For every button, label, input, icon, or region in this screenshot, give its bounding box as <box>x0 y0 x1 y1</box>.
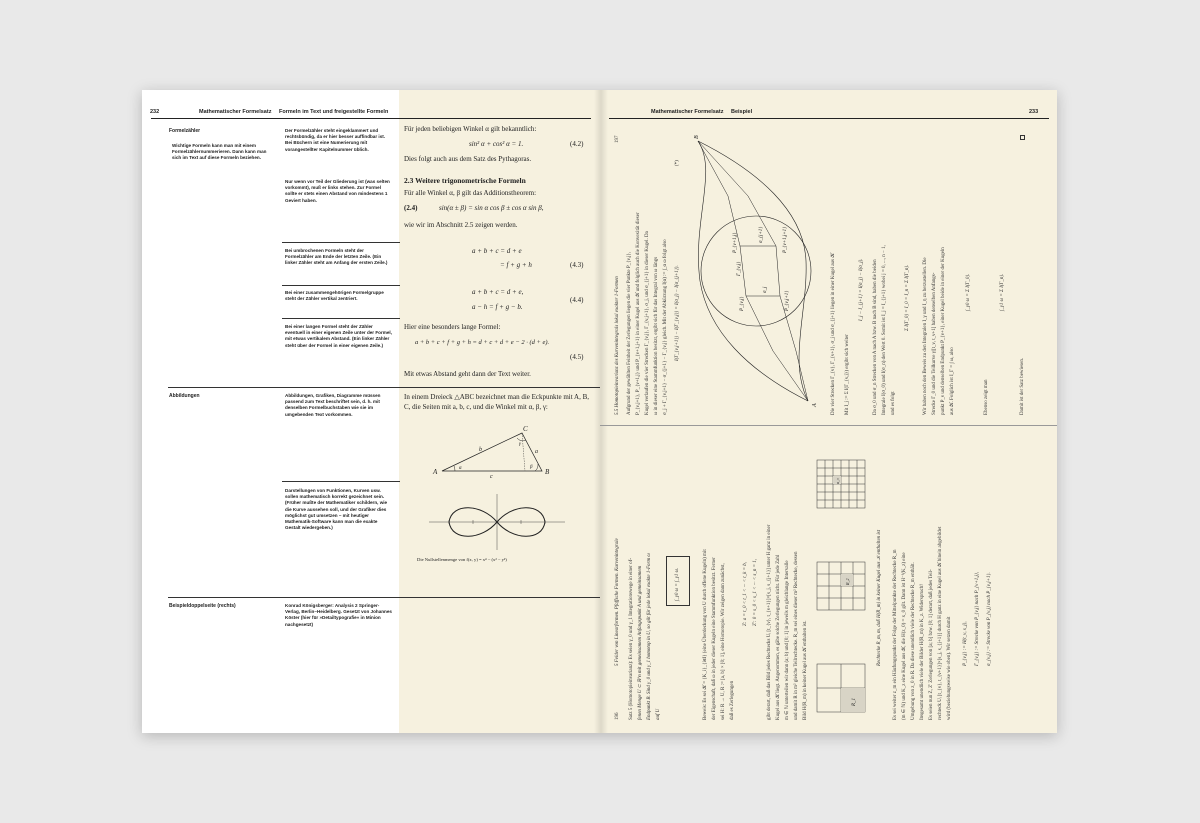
text-line: Damit ist der Satz bewiesen. <box>1020 357 1025 415</box>
body-paragraph: Hier eine besonders lange Formel: <box>404 323 501 331</box>
text-line: aus 𝒦. Folglich ist I_Γ = ∫ ω, also <box>950 347 955 415</box>
divider <box>282 285 400 286</box>
diagram-label: A <box>812 403 818 407</box>
note-beispiel: Konrad Königsberger: Analysis 2 Springer-Verlag, Berlin–Heidelberg. Gesetzt von Johannes Köster (hier für »Detailtypografie« in Minion nachgesetzt) <box>285 603 392 627</box>
section-label-formelzaehler: Formelzähler <box>169 128 201 134</box>
note-formelzaehler-4: Bei einer zusammengehörigen Formelgruppe steht der Zähler vertikal zentriert. <box>285 290 384 302</box>
polygon-path-upper <box>698 141 808 401</box>
text-line: Es sei weiter z_m ein Häufungspunkt der Folge der Mittelpunkte der Rechtecke R_m <box>893 549 898 720</box>
text-line: rechteck Uᵢ [t_{ν}, t_{ν+1}]×[s_j, s_{j+1}] durch H ganz in eine Kugel aus 𝒦 hinein abgebildet <box>938 526 943 720</box>
vertex-label-b: B <box>545 468 550 476</box>
text-line: P_{ν,j+1}, P_{ν+1,j} und P_{ν+1,j+1} in einer Kugel aus 𝒦 und folglich auch die Konvexität dieser <box>636 212 641 415</box>
lemniscate-figure <box>427 492 567 552</box>
body-paragraph: wie wir im Abschnitt 2.5 zeigen werden. <box>404 221 518 229</box>
triangle-figure <box>427 423 567 478</box>
polygon-path-lower <box>698 141 808 401</box>
divider <box>282 242 400 243</box>
text-line: Die vier Strecken Γ_{ν}, Γ_{ν+1}, σ_j und σ_{j+1} liegen in einer Kugel aus 𝒦 <box>831 253 836 415</box>
divider <box>282 481 400 482</box>
body-paragraph: Für jeden beliebigen Winkel α gilt bekanntlich: <box>404 125 537 133</box>
equation-star: (*) <box>675 160 680 166</box>
text-line: Bild H(R_m) in keiner Kugel aus 𝒦 enthalten ist. <box>803 620 808 720</box>
divider <box>282 318 400 319</box>
qed-square-icon <box>1020 135 1025 140</box>
diagram-label: Γ_{ν,j} <box>737 261 742 276</box>
text-line: ω in dieser eine Stammfunktion besitzt, ergibt sich für das Integral von ω längs <box>654 256 659 415</box>
text-line: auf U <box>656 708 661 720</box>
text-line: Ebenso zeigt man <box>984 379 989 415</box>
kugel-circle <box>701 216 811 326</box>
angle-label-alpha: α <box>459 466 462 471</box>
page-number-bottom: 196 <box>615 712 620 720</box>
equation-2-4: sin(α ± β) = sin α cos β ± cos α sin β, <box>439 204 544 212</box>
equation-4-3-line-2: = f + g + h <box>500 261 532 269</box>
box-equation-text: ∫_γ0 ω = ∫_γ1 ω. <box>675 567 680 601</box>
grid-label: R_1 <box>852 697 857 706</box>
equation-4-4-line-1: a + b + c = d + e, <box>472 288 524 296</box>
rectangle-grid-figure <box>813 430 871 720</box>
boxed-equation <box>666 556 690 606</box>
text-line: Aufgrund der gewählten Feinheit der Zerlegungen liegen die vier Punkte P_{ν,j}, <box>627 251 632 415</box>
body-paragraph: Dies folgt auch aus dem Satz des Pythagoras. <box>404 155 532 163</box>
note-formelzaehler-5: Bei einer langen Formel steht der Zähler eventuell in einer eigenen Zeile unter der Formel, mit etwas vertikalem Abstand. (Ein linker Zähler steht über der Formel in einer eigenen Zeile.) <box>285 324 392 348</box>
equation-line: I(Γ_{ν,j+1}) − I(Γ_{ν,j}) = I(σ_j) − I(σ_{j+1}). <box>675 265 680 361</box>
curve-gamma-1 <box>698 141 808 401</box>
side-label-b: b <box>479 447 482 453</box>
equation-number: (4.4) <box>570 296 584 304</box>
right-header-rule <box>609 118 1049 119</box>
left-header-rule <box>151 118 591 119</box>
text-line: Wir haben noch den Beweis zu den Integralen I_γ und I_η zu herzustellen. Die <box>923 257 928 415</box>
text-line: Satz 5 (Homotopieinvarianz): Es seien γ_0 und γ_1 Integrationswege in einer of- <box>629 557 634 720</box>
vertex-label-a: A <box>433 468 438 476</box>
diagram-label: P_{ν,j} <box>740 296 745 311</box>
diagram-label: σ_{j+1} <box>759 226 764 243</box>
text-line: Beweis: Es sei 𝒦 = {K_i}_{i∈I} (eine Überdeckung von U durch offene Kugeln) mit <box>703 549 708 720</box>
note-formelzaehler-1: Der Formelzähler steht eingeklammert und rechtsbündig, da er hier besser auffindbar ist. Bei Büchern ist eine Numerierung mit vorangestellter Kapitelnummer üblich. <box>285 128 386 152</box>
running-head-top: 5.5 Homotopieinvarianz des Kurvenintegrals lokal exakter 1-Formen <box>615 276 620 415</box>
section-heading: 2.3 Weitere trigonometrische Formeln <box>404 176 526 185</box>
text-line: Kugel aus 𝒦 liegt. Angenommen, es gäbe solche Zerlegungen nicht. Für jede Zahl <box>776 554 781 720</box>
figure-caption: Die Nullstellenmenge von f(x, y) = x⁴ − (x² − y²) <box>417 557 507 562</box>
text-line: Integrale I(σ_0) und I(σ_n) den Wert 0. Somit ist I_j = I_{j+1} wobei j = 0, ..., n − 1, <box>882 245 887 415</box>
text-line: Strecke Γ_0 und die Teilkurve γ|[t_ν, t_ν+1] haben denselben Anfangs- <box>932 272 937 415</box>
equation-number: (4.3) <box>570 261 584 269</box>
text-line: punkt P_ν und denselben Endpunkt P_{ν+1}, einer Kugel beide in einer der Kugeln <box>941 247 946 415</box>
page-divider <box>600 425 1057 426</box>
left-header-subtitle: Formeln im Text und freigestellte Formeln <box>279 109 389 115</box>
book-spread <box>142 90 1057 733</box>
section-rule <box>168 597 600 598</box>
text-line: Kugel verlaufen die vier Strecken Γ_{ν,j}, Γ_{ν,j+1}, σ_j, und σ_{j+1} in dieser Kugel. Da <box>645 231 650 415</box>
partition-equation: Z: a = t_0 < t_1 < ··· < t_k = b, <box>743 562 748 626</box>
text-line: Umgebung von z_0 in R. Da diese unendlich viele der Rechtecke R_m enthält. <box>911 562 916 720</box>
vertex-label-c: C <box>523 425 528 433</box>
equation-number: (2.4) <box>404 204 418 212</box>
left-header-title: Mathematischer Formelsatz <box>199 109 272 115</box>
note-formelzaehler-3: Bei umbrochenen Formeln steht der Formelzähler am Ende der letzten Zeile. (Ein linker Zähler steht am Anfang der ersten Zeile.) <box>285 248 388 266</box>
equation-line: I_j − I_{j+1} = I(σ_j) − I(σ_j). <box>859 258 864 321</box>
section-label-beispiel: Beispieldoppelseite (rechts) <box>169 603 236 609</box>
page-number-top: 197 <box>615 135 620 143</box>
definition-line: Γ_{ν,j} := Strecke von P_{ν,j} nach P_{ν+1,j}, <box>975 571 980 666</box>
equation-4-2: sin² α + cos² α = 1. <box>469 140 524 148</box>
left-page-number: 232 <box>150 109 160 115</box>
grid-label: R_3 <box>836 478 840 484</box>
definition-line: σ_{ν,j} := Strecke von P_{ν,j} nach P_{ν,j+1}. <box>987 572 992 666</box>
text-line: gibt derart, daß das Bild jedes Rechtecks Uᵢ [t_{ν}, t_{ν+1}]×[s_j, s_{j+1}] unter H ganz in einer <box>767 524 772 720</box>
text-line: der Eigenschaft, daß ω in jeder dieser Kugeln eine Stammfunktion besitzt. Ferner <box>712 557 717 720</box>
diagram-label: P_{ν+1,j} <box>733 232 738 253</box>
equation-4-3-line-1: a + b + c = d + e <box>472 247 522 255</box>
text-line: Mit I_j := Σ I(Γ_{ν,j}) ergibt sich weiter <box>845 334 850 415</box>
triangle-outline <box>442 433 542 471</box>
text-line: und es folgt <box>891 391 896 415</box>
angle-beta-arc <box>535 464 538 471</box>
rotated-page-top <box>608 125 1048 421</box>
grid-label: R_2 <box>845 578 850 585</box>
triangle-height <box>522 433 525 471</box>
equation-number: (4.5) <box>570 353 584 361</box>
equation-4-4-line-2: a − h = f + g − b. <box>472 303 523 311</box>
integral-equation: ∫_γ0 ω = Σ I(Γ_0). <box>966 273 971 311</box>
right-header-subtitle: Beispiel <box>731 109 753 115</box>
text-line: Endpunkt B. Sind γ_0 und γ_1 homotop in U, so gilt für jede lokal exakte 1-Form ω <box>647 553 652 720</box>
equation-4-5: a + b + c + f + g + h = d + c + d + e − 2 · (d + e). <box>415 339 550 346</box>
equation-number: (4.2) <box>570 140 584 148</box>
right-header-title: Mathematischer Formelsatz <box>651 109 724 115</box>
homotopy-diagram <box>688 131 823 411</box>
section-rule <box>168 387 600 388</box>
rotated-page-bottom <box>608 430 1048 726</box>
text-line: und damit R in m² gleiche Teilrechtecke. R_m sei eines dieser m² Rechtecke, dessen <box>794 551 799 720</box>
book-gutter-shadow <box>594 90 608 733</box>
text-line: (m ∈ ℕ) und K_z eine Kugel aus 𝒦, die H(z_0) = x_0 gilt. Dann ist H⁻¹(K_z) eine <box>902 552 907 720</box>
angle-label-beta: β <box>530 465 533 470</box>
note-abbildungen-1: Abbildungen, Grafiken, Diagramme müssen passend zum Text beschriftet sein, d. h. mit denselben Formelbuchstaben wie sie im umgebenden Text vorkommen. <box>285 393 381 417</box>
angle-alpha-arc <box>454 466 455 471</box>
text-line: fenen Menge U ⊂ ℝ^n mit gemeinsamem Anfangspunkt A und gemeinsamem <box>638 565 643 720</box>
side-note-formelzaehler: Wichtige Formeln kann man mit einem Formelzählernummerieren. Dann kann man sich im Text auf diese Formeln beziehen. <box>172 143 267 161</box>
text-line: wird (beziehungsweise wie oben). Wir setzen damit <box>947 616 952 720</box>
diagram-label: P_{ν,j+1} <box>785 290 790 311</box>
integral-equation: ∫_γ1 ω = Σ I(Γ_n). <box>1000 273 1005 311</box>
text-line: sei H: R → U, R := [a, b] × [0; 1], eine Homotopie. Wir zeigen dann zunächst, <box>721 563 726 720</box>
angle-label-gamma: γ <box>519 442 521 447</box>
side-label-c: c <box>490 474 493 478</box>
diagram-label: B <box>694 135 700 139</box>
text-line: Insgesamt unendlich viele der Bilder H(R_m) in K_z. Widerspruch! <box>920 584 925 720</box>
partition-equation: Z': 0 = s_0 < s_1 < ··· < s_n = 1, <box>753 559 758 626</box>
running-head-bottom: 5 Felder von Linearformen. Pfaffsche Formen. Kurvenintegrale <box>615 538 620 666</box>
text-line: σ_j + Γ_{ν,j+1} − σ_{j+1} − Γ_{ν,j} gleich. Mit der Abkürzung I(α) := ∫_α ω folgt also <box>663 239 668 415</box>
body-paragraph-triangle: In einem Dreieck △ABC bezeichnet man die Eckpunkte mit A, B, C, die Seiten mit a, b, c, und die Winkel mit α, β, γ: <box>404 393 589 411</box>
grid-caption: Rechtecke R_m, m, daß H(R_m) in keiner Kugel aus 𝒦 enthalten ist <box>877 529 882 666</box>
diagram-label: P_{ν+1,j+1} <box>783 226 788 253</box>
body-paragraph: Mit etwas Abstand geht dann der Text weiter. <box>404 370 531 378</box>
body-paragraph: Für alle Winkel α, β gilt das Additionstheorem: <box>404 189 537 197</box>
sum-equation: Σ I(Γ_0) = I_0 = I_n = Σ I(Γ_n). <box>905 264 910 331</box>
text-line: Da σ_0 und σ_n Strecken von A nach A bzw. B nach B sind, haben die beiden <box>873 259 878 415</box>
text-line: Es seien nun Z, Z' Zerlegungen von [a; b] bzw. [0; 1] derart, daß jedes Teil- <box>929 569 934 720</box>
diagram-label: σ_j <box>763 286 768 293</box>
text-line: daß es Zerlegungen <box>730 680 735 720</box>
section-label-abbildungen: Abbildungen <box>169 393 200 399</box>
side-label-a: a <box>535 449 538 455</box>
note-abbildungen-2: Darstellungen von Funktionen, Kurven usw. sollen mathematisch korrekt gezeichnet sein. (Früher mußte der Mathematiker schildern, wie die Kurve aussehen soll, und der Grafiker dies möglichst gut umsetzen – mit heutiger Mathematik-Software kann man die exakte Gestalt wiedergeben.) <box>285 488 388 531</box>
definition-line: P_{ν,j} := H(t_ν, s_j), <box>963 621 968 666</box>
text-line: m ∈ ℕ unterteilen wir dann (a; b) und [0; 1] in jeweils m gleichlange Intervalle <box>785 560 790 720</box>
note-formelzaehler-2: Nur wenn vor Teil der Gliederung ist (was selten vorkommt), muß er links stehen. Zur Formel sollte er stets einen Abstand von mindestens 1 Geviert haben. <box>285 179 390 203</box>
curve-gamma-0 <box>698 141 808 401</box>
right-page-number: 233 <box>1029 109 1039 115</box>
